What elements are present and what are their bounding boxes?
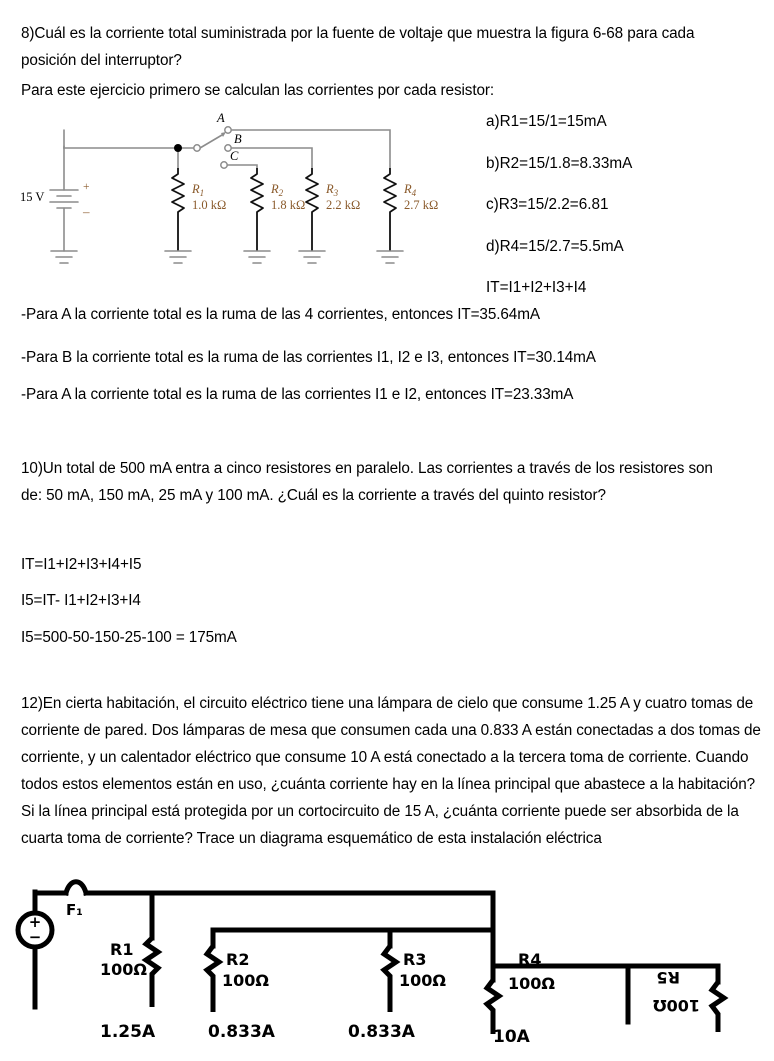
q10-formula-2: I5=IT- I1+I2+I3+I4	[21, 592, 141, 609]
switch-label-b: B	[234, 132, 242, 146]
explanation-c: -Para A la corriente total es la ruma de las corrientes I1 e I2, entonces IT=23.33mA	[21, 386, 574, 403]
r4-name: R	[404, 182, 412, 196]
switch-label-a: A	[217, 111, 225, 125]
svg-text:R2	[270, 182, 284, 198]
resistor-r1	[165, 168, 226, 263]
svg-text:R3	[325, 182, 339, 198]
battery-plus-label: +	[83, 181, 90, 193]
hand-drawn-schematic	[0, 862, 774, 1061]
fuse-label: F₁	[66, 901, 83, 919]
answer-b: b)R2=15/1.8=8.33mA	[486, 154, 633, 172]
switch-contact-c	[221, 162, 227, 168]
r3-hand-label: R3	[403, 950, 427, 969]
hand-resistor-r5	[653, 968, 724, 1032]
question-10-text: 10)Un total de 500 mA entra a cinco resistores en paralelo. Las corrientes a través de los resistores son de: 50 mA, 150 mA, 25 mA y 100 mA. ¿Cuál es la corriente a través del quinto resistor?	[21, 460, 713, 504]
voltage-source-symbol	[18, 913, 52, 947]
battery-symbol	[50, 190, 78, 251]
r2-hand-value: 100Ω	[222, 971, 269, 990]
source-voltage-label: 15 V	[20, 190, 45, 204]
r3-value: 2.2 kΩ	[326, 198, 361, 212]
hand-resistor-r2	[207, 946, 276, 1042]
r2-name: R	[271, 182, 279, 196]
battery-minus-label: –	[83, 204, 90, 219]
source-minus-sign: −	[28, 928, 42, 946]
explanation-b: -Para B la corriente total es la ruma de las corrientes I1, I2 e I3, entonces IT=30.14mA	[21, 349, 596, 366]
r2-hand-current: 0.833A	[208, 1022, 275, 1042]
svg-text:R1	[191, 182, 204, 198]
r4-sub: 4	[411, 188, 417, 198]
switch-common-pole	[194, 145, 200, 151]
r1-hand-value: 100Ω	[100, 960, 147, 979]
r1-sub: 1	[199, 188, 205, 198]
r1-value: 1.0 kΩ	[192, 198, 227, 212]
ground-symbol-source	[51, 251, 77, 263]
r3-name: R	[326, 182, 334, 196]
answer-a: a)R1=15/1=15mA	[486, 113, 607, 130]
r3-hand-value: 100Ω	[399, 971, 446, 990]
r4-hand-current: 10A	[493, 1027, 530, 1047]
r2-value: 1.8 kΩ	[271, 198, 306, 212]
r5-hand-value: 100Ω	[653, 996, 700, 1015]
resistor-r4	[377, 168, 438, 263]
answer-c: c)R3=15/2.2=6.81	[486, 196, 609, 213]
explanation-a: -Para A la corriente total es la ruma de las 4 corrientes, entonces IT=35.64mA	[21, 306, 540, 323]
r3-sub: 3	[333, 188, 339, 198]
svg-text:R4	[403, 182, 417, 198]
switch-label-c: C	[230, 149, 239, 163]
r1-hand-current: 1.25A	[100, 1022, 156, 1042]
switch-blade-arrow	[221, 132, 226, 137]
hand-resistor-r3	[348, 946, 446, 1042]
q10-formula-1: IT=I1+I2+I3+I4+I5	[21, 556, 142, 573]
hand-resistor-r1	[100, 938, 158, 1042]
r2-sub: 2	[278, 188, 284, 198]
r5-hand-label: R5	[656, 968, 680, 987]
figure-6-68	[18, 108, 460, 283]
q10-result: I5=500-50-150-25-100 = 175mA	[21, 629, 237, 646]
r2-hand-label: R2	[226, 950, 250, 969]
source-plus-sign: +	[28, 913, 42, 931]
junction-dot	[174, 144, 182, 152]
r1-hand-label: R1	[110, 940, 134, 959]
question-12-text: 12)En cierta habitación, el circuito eléctrico tiene una lámpara de cielo que consume 1.25 A y cuatro tomas de corriente de pared. Dos lámparas de mesa que consumen cada una 0.833 A están conectadas a dos tomas de corriente, y un calentador eléctrico que consume 10 A está conectado a la tercera toma de corriente. Cuando todos estos elementos están en uso, ¿cuánta corriente hay en la línea principal que abastece a la habitación? Si la línea principal está protegida por un cortocircuito de 15 A, ¿cuánta corriente puede ser absorbida de la cuarta toma de corriente? Trace un diagrama esquemático de esta instalación eléctrica	[21, 695, 761, 847]
r4-hand-label: R4	[518, 950, 542, 969]
r4-value: 2.7 kΩ	[404, 198, 439, 212]
intro-text: Para este ejercicio primero se calculan las corrientes por cada resistor:	[21, 82, 495, 99]
resistor-r3	[299, 168, 360, 263]
answer-total-current: IT=I1+I2+I3+I4	[486, 279, 587, 296]
resistor-r2	[244, 168, 305, 263]
r4-hand-value: 100Ω	[508, 974, 555, 993]
answers-list	[486, 112, 774, 320]
question-8-text: 8)Cuál es la corriente total suministrada por la fuente de voltaje que muestra la figura 6-68 para cada posición del interruptor?	[21, 25, 695, 69]
r3-hand-current: 0.833A	[348, 1022, 415, 1042]
answer-d: d)R4=15/2.7=5.5mA	[486, 237, 624, 255]
r1-name: R	[192, 182, 200, 196]
